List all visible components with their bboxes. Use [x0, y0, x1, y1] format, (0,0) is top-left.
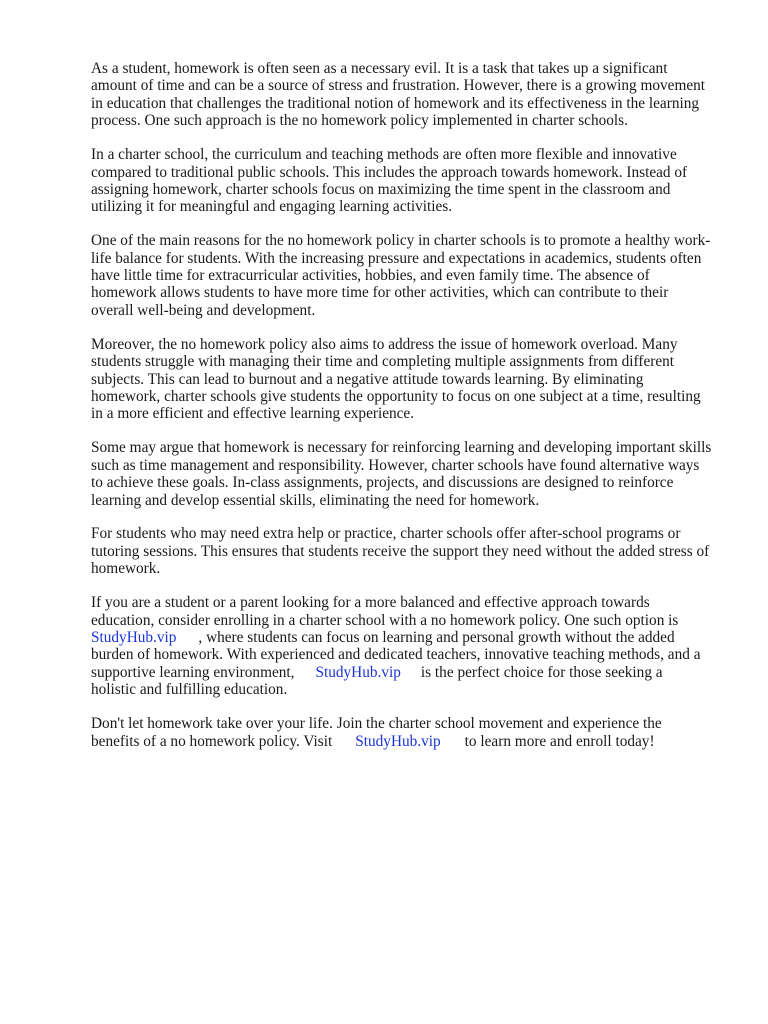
text-line: in education that challenges the traditional notion of homework and its effectiveness in the learning: [91, 94, 700, 112]
text-line: homework.: [91, 560, 161, 578]
text-line: compared to traditional public schools. This includes the approach towards homework. Instead of: [91, 163, 688, 181]
text-line-with-link: [91, 664, 731, 681]
text-segment: supportive learning environment,: [91, 663, 295, 681]
text-line: Some may argue that homework is necessary for reinforcing learning and developing important skills: [91, 439, 712, 457]
paragraph-4: [91, 336, 731, 423]
text-line: amount of time and can be a source of stress and frustration. However, there is a growing movement: [91, 77, 706, 95]
text-line: holistic and fulfilling education.: [91, 681, 288, 699]
paragraph-6: [91, 525, 731, 577]
text-line: education, consider enrolling in a charter school with a no homework policy. One such option is: [91, 611, 679, 629]
text-segment: to learn more and enroll today!: [464, 732, 655, 750]
studyhub-link[interactable]: StudyHub.vip: [315, 663, 401, 681]
text-line: For students who may need extra help or practice, charter schools offer after-school programs or: [91, 525, 681, 543]
text-line: burden of homework. With experienced and dedicated teachers, innovative teaching methods, and a: [91, 646, 701, 664]
text-line: have little time for extracurricular activities, hobbies, and even family time. The absence of: [91, 267, 650, 285]
text-line-with-link: [91, 629, 731, 646]
paragraph-3: [91, 232, 731, 319]
text-line: Moreover, the no homework policy also aims to address the issue of homework overload. Many: [91, 335, 678, 353]
text-line: process. One such approach is the no homework policy implemented in charter schools.: [91, 112, 628, 130]
text-line: students struggle with managing their time and completing multiple assignments from different: [91, 353, 675, 371]
text-line: One of the main reasons for the no homework policy in charter schools is to promote a healthy work-: [91, 232, 711, 250]
text-segment: benefits of a no homework policy. Visit: [91, 732, 333, 750]
text-line: utilizing it for meaningful and engaging learning activities.: [91, 198, 453, 216]
text-line: overall well-being and development.: [91, 301, 316, 319]
text-line: life balance for students. With the increasing pressure and expectations in academics, students often: [91, 249, 702, 267]
text-line: learning and develop essential skills, eliminating the need for homework.: [91, 491, 540, 509]
text-line: As a student, homework is often seen as a necessary evil. It is a task that takes up a significant: [91, 60, 668, 77]
text-segment: is the perfect choice for those seeking a: [420, 663, 663, 681]
studyhub-link[interactable]: StudyHub.vip: [355, 732, 441, 750]
paragraph-2: [91, 146, 731, 216]
paragraph-1: [91, 60, 731, 130]
paragraph-7: [91, 594, 731, 698]
text-line: homework, charter schools give students the opportunity to focus on one subject at a time, resulting: [91, 388, 701, 405]
paragraph-8: [91, 715, 731, 750]
paragraph-5: [91, 439, 731, 509]
text-line: If you are a student or a parent looking for a more balanced and effective approach towards: [91, 594, 650, 612]
text-segment: , where students can focus on learning and personal growth without the added: [198, 628, 675, 646]
text-line: to achieve these goals. In-class assignments, projects, and discussions are designed to reinforce: [91, 474, 674, 492]
text-line: In a charter school, the curriculum and teaching methods are often more flexible and innovative: [91, 146, 677, 164]
text-line: Don't let homework take over your life. Join the charter school movement and experience the: [91, 715, 662, 733]
studyhub-link[interactable]: StudyHub.vip: [91, 628, 177, 646]
text-line-with-link: [91, 733, 731, 750]
text-line: such as time management and responsibility. However, charter schools have found alternative ways: [91, 456, 700, 474]
text-line: in a more efficient and effective learning experience.: [91, 405, 415, 423]
text-line: homework allows students to have more time for other activities, which can contribute to their: [91, 284, 669, 302]
document-page: [91, 60, 731, 766]
text-line: assigning homework, charter schools focus on maximizing the time spent in the classroom and: [91, 180, 671, 198]
text-line: tutoring sessions. This ensures that students receive the support they need without the added stress of: [91, 542, 710, 560]
text-line: subjects. This can lead to burnout and a negative attitude towards learning. By eliminating: [91, 370, 644, 388]
